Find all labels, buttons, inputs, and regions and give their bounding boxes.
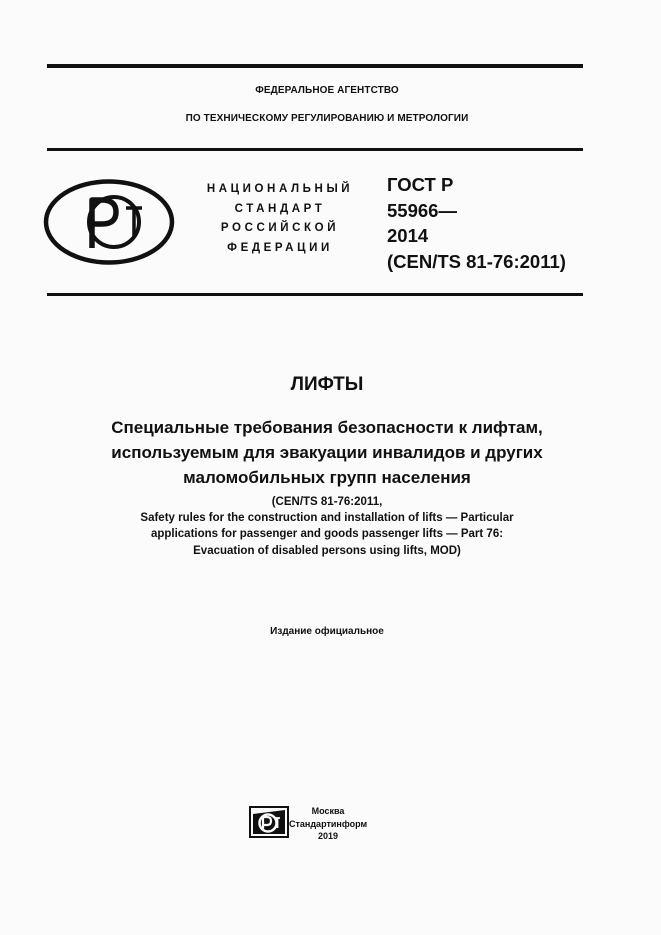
designation-line: 55966— (387, 199, 457, 221)
national-standard-line: СТАНДАРТ (234, 202, 326, 215)
designation-line: 2014 (387, 225, 429, 246)
top-rule (47, 64, 583, 68)
gost-r-certification-mark-icon (42, 178, 176, 266)
designation-line: (CEN/TS 81-76:2011) (387, 250, 566, 272)
english-title-line: Evacuation of disabled persons using lifts, MOD) (193, 544, 461, 557)
agency-line-2: ПО ТЕХНИЧЕСКОМУ РЕГУЛИРОВАНИЮ И МЕТРОЛОГИИ (185, 113, 469, 124)
designation-line: ГОСТ Р (387, 174, 454, 195)
subtitle-line: маломобильных групп населения (183, 468, 471, 487)
publisher-city: Москва (311, 806, 345, 816)
subtitle-line: Специальные требования безопасности к лифтам, (111, 418, 543, 437)
english-title-line: applications for passenger and goods passenger lifts — Part 76: (150, 528, 504, 541)
english-title-line: (CEN/TS 81-76:2011, (271, 496, 383, 508)
national-standard-line: ФЕДЕРАЦИИ (227, 241, 333, 254)
national-standard-line: НАЦИОНАЛЬНЫЙ (206, 183, 354, 195)
national-standard-line: РОССИЙСКОЙ (220, 222, 340, 234)
english-title (47, 494, 607, 559)
subtitle-line: используемым для эвакуации инвалидов и других (111, 443, 543, 462)
document-title: ЛИФТЫ (290, 374, 364, 395)
standard-designation (387, 172, 627, 274)
standard-block-divider (47, 293, 583, 296)
standartinform-logo-icon (249, 806, 289, 838)
document-subtitle (47, 415, 607, 490)
agency-line-1: ФЕДЕРАЛЬНОЕ АГЕНТСТВО (255, 85, 399, 96)
publication-year: 2019 (317, 831, 339, 841)
national-standard-label (188, 180, 372, 258)
publisher-block (289, 805, 367, 843)
edition-label: Издание официальное (270, 626, 384, 637)
header-divider (47, 148, 583, 151)
publisher-name: Стандартинформ (289, 818, 368, 829)
english-title-line: Safety rules for the construction and installation of lifts — Particular (140, 512, 514, 525)
